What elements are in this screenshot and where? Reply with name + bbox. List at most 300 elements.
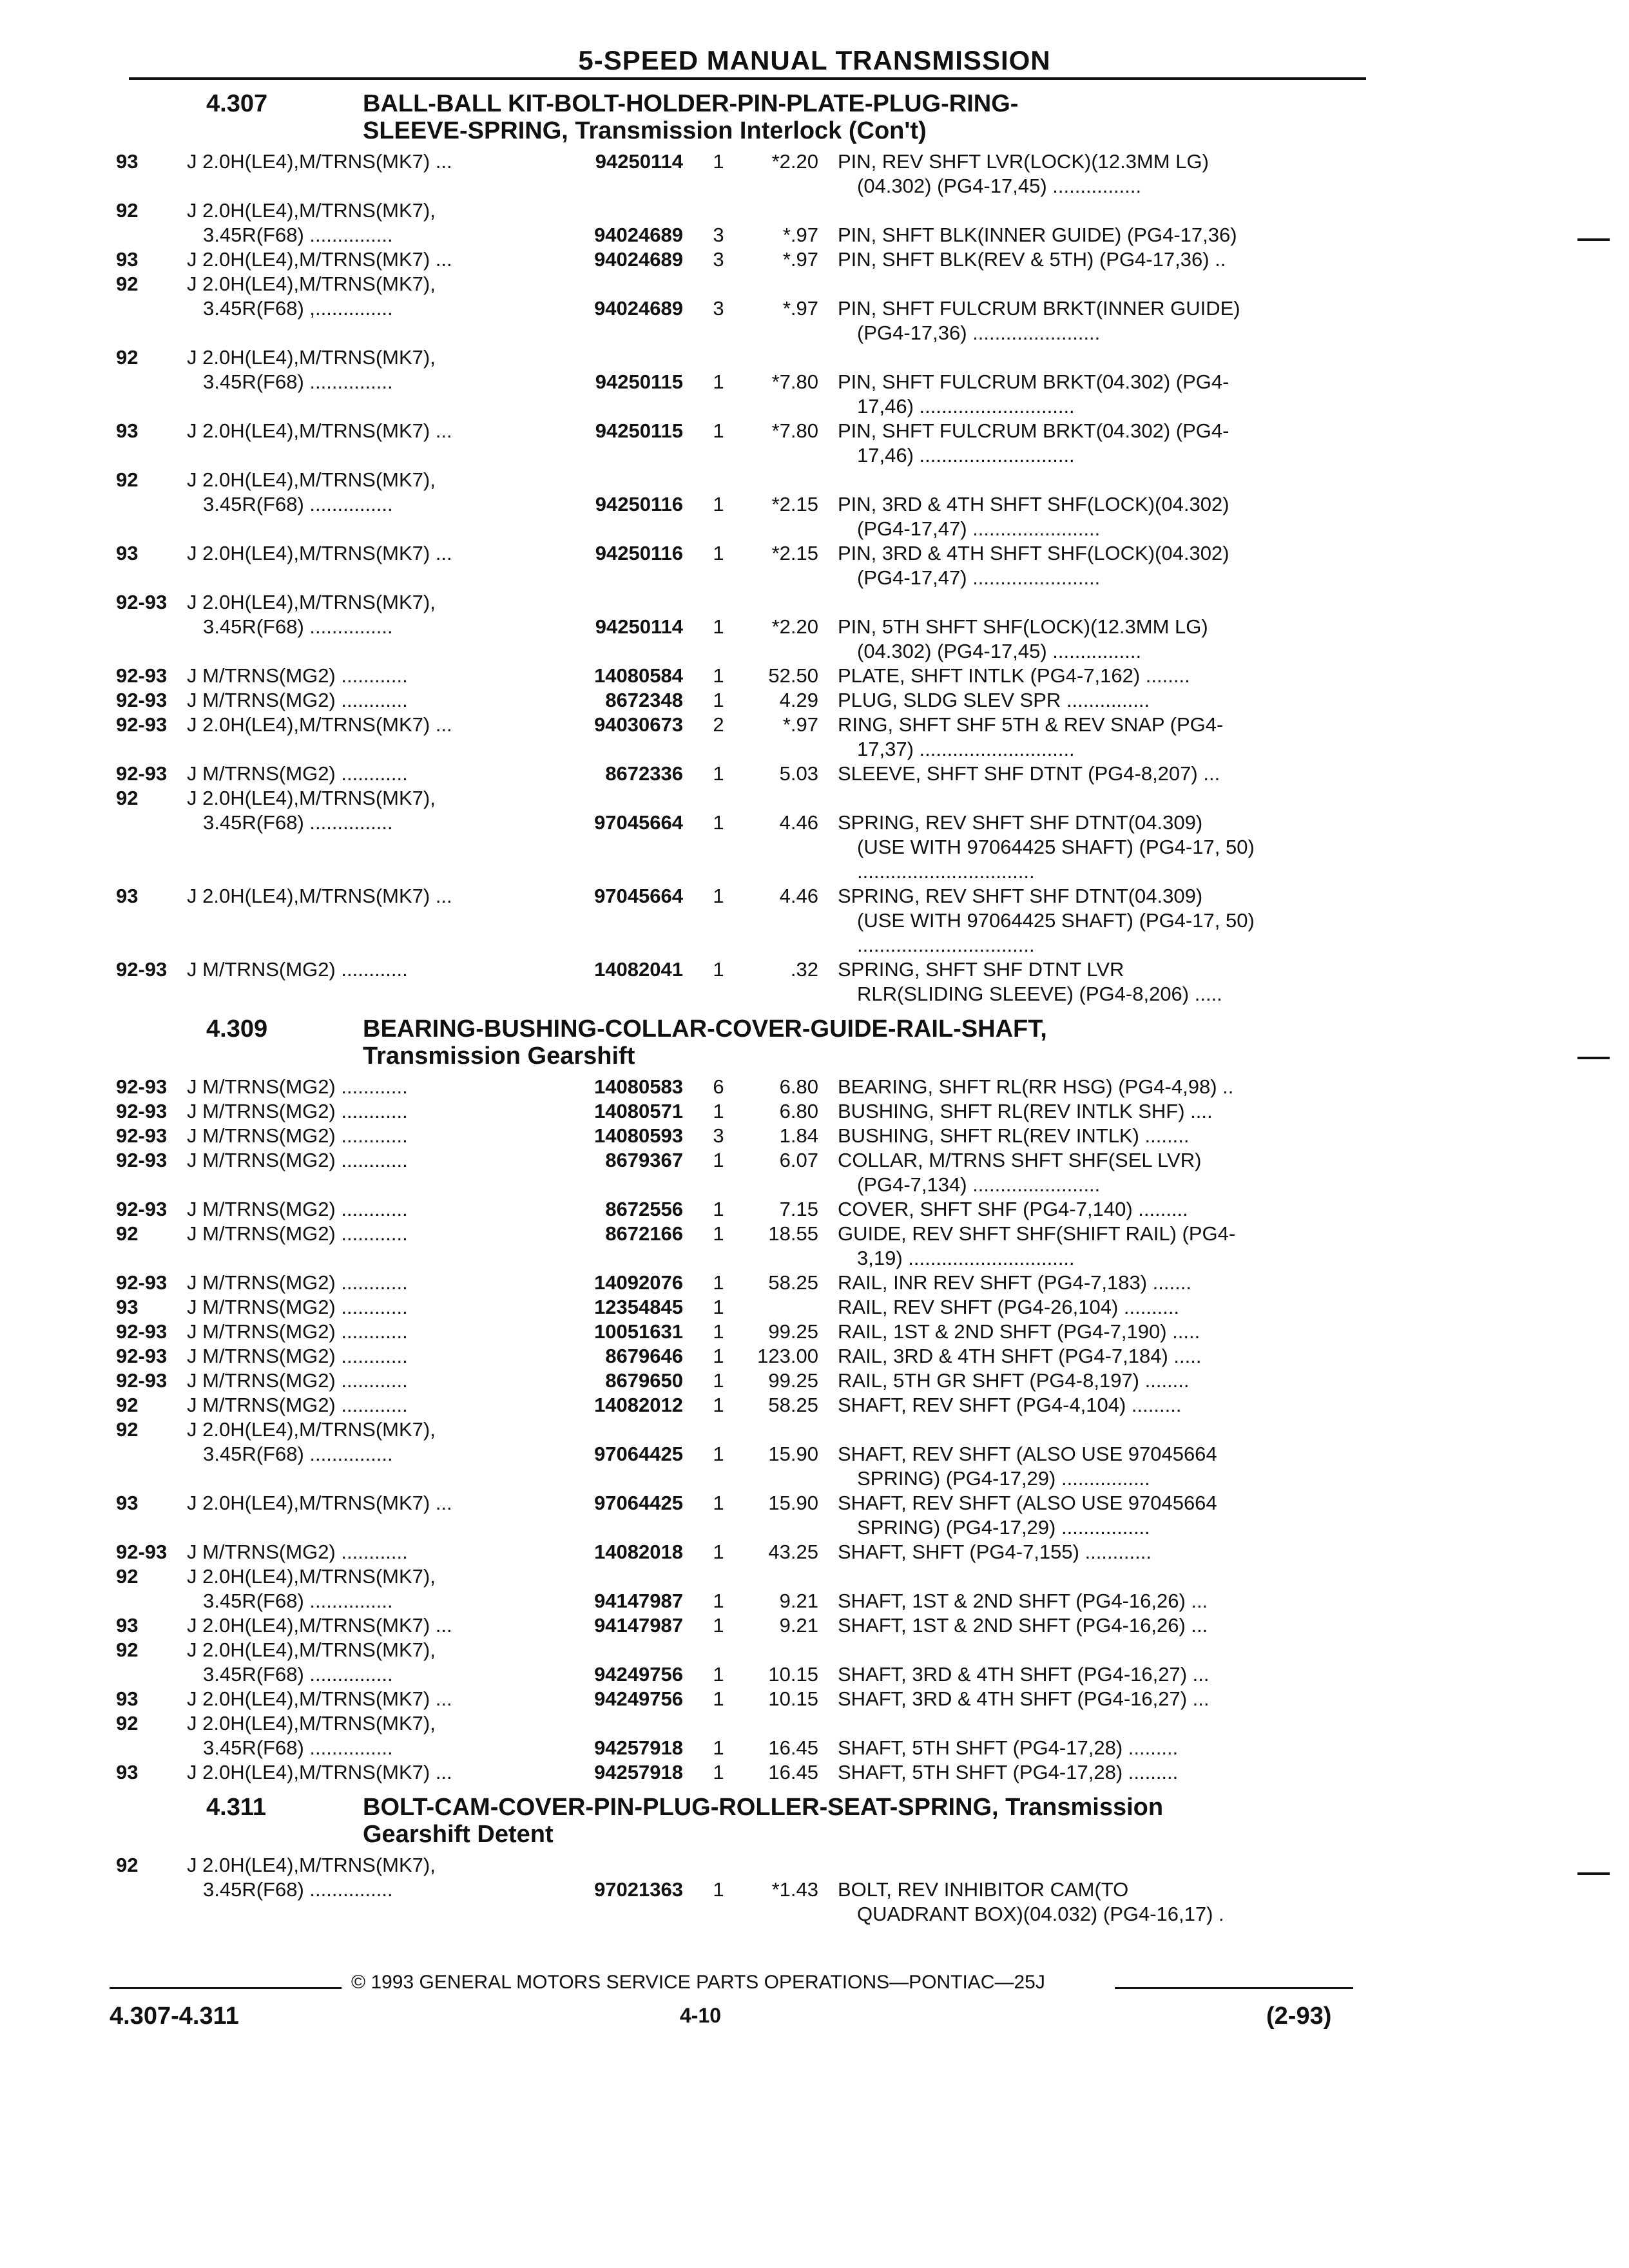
application xyxy=(187,1369,525,1393)
application-line: J 2.0H(LE4),M/TRNS(MK7), xyxy=(187,787,436,809)
description-line: (USE WITH 97064425 SHAFT) (PG4-17, 50) ................................ xyxy=(857,836,1255,883)
description-line: SHAFT, SHFT (PG4-7,155) ............ xyxy=(838,1541,1152,1563)
application xyxy=(187,1099,525,1124)
application-line: J 2.0H(LE4),M/TRNS(MK7), xyxy=(187,1712,436,1735)
application xyxy=(187,688,525,713)
parts-row xyxy=(116,1197,1373,1222)
description xyxy=(838,884,1334,957)
description-line: RAIL, INR REV SHFT (PG4-7,183) ....... xyxy=(838,1271,1191,1294)
application-line: J 2.0H(LE4),M/TRNS(MK7), xyxy=(187,346,436,369)
price: 6.80 xyxy=(779,1100,818,1122)
description-line: RING, SHFT SHF 5TH & REV SNAP (PG4- xyxy=(838,713,1224,736)
section-title-line: BEARING-BUSHING-COLLAR-COVER-GUIDE-RAIL-SHAFT, xyxy=(363,1015,1047,1043)
application-line: J 2.0H(LE4),M/TRNS(MK7) ... xyxy=(187,1761,452,1783)
model-year: 92 xyxy=(116,787,139,809)
quantity: 1 xyxy=(713,542,724,564)
description xyxy=(838,1540,1334,1564)
parts-row xyxy=(116,1393,1373,1418)
price: *.97 xyxy=(782,713,818,736)
parts-row xyxy=(116,957,1373,1006)
application xyxy=(187,713,525,737)
description xyxy=(838,1099,1334,1124)
application xyxy=(187,786,525,835)
application-line: J M/TRNS(MG2) ............ xyxy=(187,762,408,785)
price: 99.25 xyxy=(768,1320,818,1343)
price: *2.20 xyxy=(771,615,818,638)
application xyxy=(187,1075,525,1099)
description-line: RAIL, 3RD & 4TH SHFT (PG4-7,184) ..... xyxy=(838,1345,1202,1367)
quantity: 1 xyxy=(713,811,724,834)
model-year: 92-93 xyxy=(116,591,168,613)
description-line: (PG4-7,134) ....................... xyxy=(857,1173,1101,1196)
section-title xyxy=(363,1794,1163,1848)
model-year: 92-93 xyxy=(116,664,168,687)
application-line: J 2.0H(LE4),M/TRNS(MK7) ... xyxy=(187,713,452,736)
description xyxy=(838,223,1334,247)
price: *2.15 xyxy=(771,542,818,564)
part-number: 94024689 xyxy=(594,297,683,320)
model-year: 92 xyxy=(116,1222,139,1245)
description xyxy=(838,688,1334,713)
description-line: RAIL, 1ST & 2ND SHFT (PG4-7,190) ..... xyxy=(838,1320,1200,1343)
price: 10.15 xyxy=(768,1687,818,1710)
application-line: J 2.0H(LE4),M/TRNS(MK7), xyxy=(187,1639,436,1661)
parts-row xyxy=(116,688,1373,713)
price: 5.03 xyxy=(779,762,818,785)
description-line: PIN, 3RD & 4TH SHFT SHF(LOCK)(04.302) xyxy=(838,493,1229,515)
catalog-section xyxy=(116,1015,1373,1785)
price: *1.43 xyxy=(771,1878,818,1901)
application xyxy=(187,1295,525,1320)
application-line: J 2.0H(LE4),M/TRNS(MK7), xyxy=(187,1418,436,1441)
quantity: 1 xyxy=(713,1198,724,1220)
parts-row xyxy=(116,419,1373,468)
section-number: 4.307 xyxy=(206,90,268,117)
quantity: 1 xyxy=(713,1149,724,1171)
model-year: 92-93 xyxy=(116,762,168,785)
model-year: 92 xyxy=(116,1418,139,1441)
part-number: 8672348 xyxy=(605,689,683,711)
application-line: 3.45R(F68) ............... xyxy=(203,1443,393,1465)
application-line: J 2.0H(LE4),M/TRNS(MK7) ... xyxy=(187,419,452,442)
model-year: 92-93 xyxy=(116,1369,168,1392)
quantity: 1 xyxy=(713,664,724,687)
application xyxy=(187,884,525,908)
model-year: 92-93 xyxy=(116,1124,168,1147)
quantity: 1 xyxy=(713,370,724,393)
part-number: 14080593 xyxy=(594,1124,683,1147)
description-line: BEARING, SHFT RL(RR HSG) (PG4-4,98) .. xyxy=(838,1075,1234,1098)
price: 7.15 xyxy=(779,1198,818,1220)
price: 4.29 xyxy=(779,689,818,711)
application xyxy=(187,1564,525,1613)
description-line: BOLT, REV INHIBITOR CAM(TO xyxy=(838,1878,1129,1901)
description-line: SHAFT, 3RD & 4TH SHFT (PG4-16,27) ... xyxy=(838,1663,1210,1686)
description-line: 3,19) .............................. xyxy=(857,1247,1075,1269)
description-line: RAIL, REV SHFT (PG4-26,104) .......... xyxy=(838,1296,1180,1318)
application-line: J 2.0H(LE4),M/TRNS(MK7), xyxy=(187,273,436,295)
description xyxy=(838,492,1334,541)
application-line: J M/TRNS(MG2) ............ xyxy=(187,1075,408,1098)
parts-row xyxy=(116,1418,1373,1491)
application xyxy=(187,198,525,247)
price: 4.46 xyxy=(779,885,818,907)
model-year: 93 xyxy=(116,150,139,173)
model-year: 92 xyxy=(116,273,139,295)
parts-row xyxy=(116,1687,1373,1711)
price: 15.90 xyxy=(768,1492,818,1514)
quantity: 1 xyxy=(713,1878,724,1901)
description xyxy=(838,1369,1334,1393)
description-line: SHAFT, 5TH SHFT (PG4-17,28) ......... xyxy=(838,1761,1179,1783)
application xyxy=(187,272,525,321)
part-number: 94250115 xyxy=(595,370,683,393)
model-year: 93 xyxy=(116,1614,139,1637)
application-line: J 2.0H(LE4),M/TRNS(MK7) ... xyxy=(187,542,452,564)
application-line: J M/TRNS(MG2) ............ xyxy=(187,1222,408,1245)
application-line: J M/TRNS(MG2) ............ xyxy=(187,1296,408,1318)
price: *.97 xyxy=(782,248,818,271)
price: 43.25 xyxy=(768,1541,818,1563)
quantity: 1 xyxy=(713,150,724,173)
description-line: SPRING, SHFT SHF DTNT LVR xyxy=(838,958,1124,981)
part-number: 8679650 xyxy=(605,1369,683,1392)
description-line: 17,37) ............................ xyxy=(857,738,1075,760)
price: 16.45 xyxy=(768,1761,818,1783)
model-year: 93 xyxy=(116,885,139,907)
model-year: 93 xyxy=(116,1296,139,1318)
application-line: J 2.0H(LE4),M/TRNS(MK7) ... xyxy=(187,885,452,907)
application-line: J M/TRNS(MG2) ............ xyxy=(187,1541,408,1563)
parts-row xyxy=(116,1271,1373,1295)
price: *2.15 xyxy=(771,493,818,515)
part-number: 94250114 xyxy=(595,150,683,173)
quantity: 1 xyxy=(713,493,724,515)
quantity: 1 xyxy=(713,1614,724,1637)
part-number: 14082012 xyxy=(594,1394,683,1416)
parts-row xyxy=(116,1711,1373,1760)
model-year: 92-93 xyxy=(116,1271,168,1294)
description-line: PIN, 5TH SHFT SHF(LOCK)(12.3MM LG) xyxy=(838,615,1208,638)
application-line: J 2.0H(LE4),M/TRNS(MK7) ... xyxy=(187,150,452,173)
part-number: 97064425 xyxy=(594,1492,683,1514)
application xyxy=(187,1418,525,1466)
quantity: 1 xyxy=(713,1761,724,1783)
part-number: 14080571 xyxy=(594,1100,683,1122)
description xyxy=(838,1344,1334,1369)
part-number: 8679646 xyxy=(605,1345,683,1367)
section-title xyxy=(363,1015,1047,1070)
parts-row xyxy=(116,1638,1373,1687)
catalog-section xyxy=(116,90,1373,1006)
model-year: 93 xyxy=(116,1761,139,1783)
description-line: SPRING) (PG4-17,29) ................ xyxy=(857,1467,1150,1490)
model-year: 92 xyxy=(116,1565,139,1588)
parts-row xyxy=(116,664,1373,688)
application-line: 3.45R(F68) ............... xyxy=(203,1590,393,1612)
parts-row xyxy=(116,884,1373,957)
catalog-body xyxy=(116,90,1373,1927)
description-line: SHAFT, 3RD & 4TH SHFT (PG4-16,27) ... xyxy=(838,1687,1210,1710)
parts-row xyxy=(116,762,1373,786)
description-line: BUSHING, SHFT RL(REV INTLK SHF) .... xyxy=(838,1100,1213,1122)
parts-row xyxy=(116,1613,1373,1638)
model-year: 92 xyxy=(116,1394,139,1416)
model-year: 93 xyxy=(116,248,139,271)
part-number: 14082041 xyxy=(594,958,683,981)
description-line: SHAFT, 1ST & 2ND SHFT (PG4-16,26) ... xyxy=(838,1590,1208,1612)
application-line: J 2.0H(LE4),M/TRNS(MK7), xyxy=(187,199,436,222)
section-heading xyxy=(116,1794,1373,1848)
part-number: 94257918 xyxy=(594,1736,683,1759)
description xyxy=(838,419,1334,468)
description xyxy=(838,1736,1334,1760)
description-line: GUIDE, REV SHFT SHF(SHIFT RAIL) (PG4- xyxy=(838,1222,1236,1245)
model-year: 92-93 xyxy=(116,713,168,736)
application-line: J M/TRNS(MG2) ............ xyxy=(187,1198,408,1220)
quantity: 1 xyxy=(713,419,724,442)
parts-row xyxy=(116,1344,1373,1369)
quantity: 1 xyxy=(713,1736,724,1759)
quantity: 3 xyxy=(713,248,724,271)
description xyxy=(838,1197,1334,1222)
application-line: J M/TRNS(MG2) ............ xyxy=(187,958,408,981)
description xyxy=(838,811,1334,884)
section-heading xyxy=(116,1015,1373,1070)
application-line: 3.45R(F68) ............... xyxy=(203,370,393,393)
application-line: J 2.0H(LE4),M/TRNS(MK7) ... xyxy=(187,1614,452,1637)
part-number: 94030673 xyxy=(594,713,683,736)
description xyxy=(838,664,1334,688)
section-title-line: Transmission Gearshift xyxy=(363,1043,635,1070)
description xyxy=(838,1878,1334,1927)
parts-row xyxy=(116,1295,1373,1320)
application xyxy=(187,1687,525,1711)
part-number: 94024689 xyxy=(594,224,683,246)
model-year: 92 xyxy=(116,1639,139,1661)
description-line: SPRING) (PG4-17,29) ................ xyxy=(857,1516,1150,1539)
application-line: J M/TRNS(MG2) ............ xyxy=(187,1124,408,1147)
application xyxy=(187,1320,525,1344)
description xyxy=(838,1075,1334,1099)
description xyxy=(838,541,1334,590)
description xyxy=(838,1222,1334,1271)
description xyxy=(838,1124,1334,1148)
parts-row xyxy=(116,1491,1373,1540)
quantity: 1 xyxy=(713,689,724,711)
part-number: 94249756 xyxy=(594,1663,683,1686)
quantity: 1 xyxy=(713,1296,724,1318)
parts-row xyxy=(116,198,1373,247)
part-number: 97021363 xyxy=(594,1878,683,1901)
description xyxy=(838,1393,1334,1418)
application xyxy=(187,1540,525,1564)
footer-rule-left xyxy=(110,1987,342,1989)
application xyxy=(187,1222,525,1246)
quantity: 1 xyxy=(713,615,724,638)
description-line: SPRING, REV SHFT SHF DTNT(04.309) xyxy=(838,811,1203,834)
part-number: 94024689 xyxy=(594,248,683,271)
section-title xyxy=(363,90,1018,144)
footer-section-range: 4.307-4.311 xyxy=(110,2003,239,2030)
model-year: 92-93 xyxy=(116,1320,168,1343)
quantity: 1 xyxy=(713,762,724,785)
description-line: SHAFT, 1ST & 2ND SHFT (PG4-16,26) ... xyxy=(838,1614,1208,1637)
quantity: 1 xyxy=(713,1271,724,1294)
margin-change-mark xyxy=(1577,238,1610,241)
price: 6.80 xyxy=(779,1075,818,1098)
parts-row xyxy=(116,1099,1373,1124)
part-number: 97045664 xyxy=(594,885,683,907)
parts-row xyxy=(116,1222,1373,1271)
application-line: J 2.0H(LE4),M/TRNS(MK7), xyxy=(187,468,436,491)
parts-row xyxy=(116,1564,1373,1613)
price: 123.00 xyxy=(757,1345,818,1367)
parts-row xyxy=(116,468,1373,541)
price: *7.80 xyxy=(771,370,818,393)
price: 58.25 xyxy=(768,1394,818,1416)
application xyxy=(187,590,525,639)
model-year: 92-93 xyxy=(116,1541,168,1563)
model-year: 92-93 xyxy=(116,1075,168,1098)
application-line: J 2.0H(LE4),M/TRNS(MK7) ... xyxy=(187,1687,452,1710)
quantity: 1 xyxy=(713,1320,724,1343)
model-year: 92-93 xyxy=(116,1345,168,1367)
quantity: 1 xyxy=(713,1222,724,1245)
application-line: J 2.0H(LE4),M/TRNS(MK7), xyxy=(187,1565,436,1588)
description xyxy=(838,762,1334,786)
part-number: 10051631 xyxy=(594,1320,683,1343)
application xyxy=(187,149,525,174)
application xyxy=(187,419,525,443)
application xyxy=(187,1638,525,1687)
application-line: J 2.0H(LE4),M/TRNS(MK7) ... xyxy=(187,248,452,271)
application xyxy=(187,541,525,566)
section-heading xyxy=(116,90,1373,144)
quantity: 3 xyxy=(713,297,724,320)
part-number: 94250115 xyxy=(595,419,683,442)
application xyxy=(187,1613,525,1638)
application xyxy=(187,468,525,517)
price: .32 xyxy=(790,958,818,981)
model-year: 92-93 xyxy=(116,958,168,981)
model-year: 92 xyxy=(116,468,139,491)
margin-change-mark xyxy=(1577,1872,1610,1875)
footer-rule-right xyxy=(1115,1987,1353,1989)
quantity: 1 xyxy=(713,1443,724,1465)
application xyxy=(187,957,525,982)
part-number: 94147987 xyxy=(594,1614,683,1637)
application xyxy=(187,345,525,394)
description xyxy=(838,1442,1334,1491)
price: 15.90 xyxy=(768,1443,818,1465)
description-line: COVER, SHFT SHF (PG4-7,140) ......... xyxy=(838,1198,1188,1220)
section-title-line: Gearshift Detent xyxy=(363,1821,554,1848)
part-number: 8672556 xyxy=(605,1198,683,1220)
application-line: J M/TRNS(MG2) ............ xyxy=(187,1345,408,1367)
application-line: 3.45R(F68) ............... xyxy=(203,224,393,246)
parts-row xyxy=(116,713,1373,762)
parts-row xyxy=(116,1320,1373,1344)
parts-row xyxy=(116,1760,1373,1785)
description-line: PLATE, SHFT INTLK (PG4-7,162) ........ xyxy=(838,664,1190,687)
part-number: 94250116 xyxy=(595,493,683,515)
description-line: SHAFT, REV SHFT (ALSO USE 97045664 xyxy=(838,1443,1217,1465)
part-number: 8679367 xyxy=(605,1149,683,1171)
price: 16.45 xyxy=(768,1736,818,1759)
margin-change-mark xyxy=(1577,1057,1610,1059)
section-number: 4.311 xyxy=(206,1794,266,1821)
parts-row xyxy=(116,247,1373,272)
model-year: 93 xyxy=(116,1492,139,1514)
application xyxy=(187,1124,525,1148)
application xyxy=(187,1393,525,1418)
section-title-line: BOLT-CAM-COVER-PIN-PLUG-ROLLER-SEAT-SPRING, Transmission xyxy=(363,1794,1164,1821)
description xyxy=(838,370,1334,419)
description-line: PIN, SHFT BLK(REV & 5TH) (PG4-17,36) .. xyxy=(838,248,1226,271)
description xyxy=(838,1491,1334,1540)
section-title-line: SLEEVE-SPRING, Transmission Interlock (Con't) xyxy=(363,117,927,144)
application xyxy=(187,1197,525,1222)
description-line: 17,46) ............................ xyxy=(857,444,1075,466)
parts-row xyxy=(116,786,1373,884)
page-title: 5-SPEED MANUAL TRANSMISSION xyxy=(578,45,1051,75)
description xyxy=(838,957,1334,1006)
parts-row xyxy=(116,1853,1373,1927)
section-title-line: BALL-BALL KIT-BOLT-HOLDER-PIN-PLATE-PLUG-RING- xyxy=(363,90,1019,117)
application-line: J 2.0H(LE4),M/TRNS(MK7), xyxy=(187,1854,436,1876)
description-line: (USE WITH 97064425 SHAFT) (PG4-17, 50) ................................ xyxy=(857,909,1255,956)
application xyxy=(187,1711,525,1760)
description-line: SHAFT, REV SHFT (ALSO USE 97045664 xyxy=(838,1492,1217,1514)
description-line: (PG4-17,36) ....................... xyxy=(857,322,1101,344)
description xyxy=(838,1760,1334,1785)
model-year: 92-93 xyxy=(116,1198,168,1220)
quantity: 1 xyxy=(713,1492,724,1514)
parts-row xyxy=(116,1369,1373,1393)
description xyxy=(838,296,1334,345)
price: *2.20 xyxy=(771,150,818,173)
description-line: SHAFT, 5TH SHFT (PG4-17,28) ......... xyxy=(838,1736,1179,1759)
quantity: 1 xyxy=(713,1687,724,1710)
model-year: 92 xyxy=(116,346,139,369)
description xyxy=(838,1662,1334,1687)
description-line: SPRING, REV SHFT SHF DTNT(04.309) xyxy=(838,885,1203,907)
description-line: SHAFT, REV SHFT (PG4-4,104) ......... xyxy=(838,1394,1182,1416)
application-line: 3.45R(F68) ............... xyxy=(203,1878,393,1901)
quantity: 1 xyxy=(713,1100,724,1122)
quantity: 1 xyxy=(713,1590,724,1612)
application-line: 3.45R(F68) ............... xyxy=(203,615,393,638)
description-line: (04.302) (PG4-17,45) ................ xyxy=(857,640,1142,662)
part-number: 14080584 xyxy=(594,664,683,687)
application-line: J M/TRNS(MG2) ............ xyxy=(187,1369,408,1392)
application xyxy=(187,1853,525,1902)
quantity: 6 xyxy=(713,1075,724,1098)
model-year: 92-93 xyxy=(116,1100,168,1122)
description-line: RLR(SLIDING SLEEVE) (PG4-8,206) ..... xyxy=(857,983,1222,1005)
parts-row xyxy=(116,1124,1373,1148)
quantity: 1 xyxy=(713,1663,724,1686)
application-line: J M/TRNS(MG2) ............ xyxy=(187,689,408,711)
quantity: 3 xyxy=(713,1124,724,1147)
application-line: J 2.0H(LE4),M/TRNS(MK7) ... xyxy=(187,1492,452,1514)
application-line: J M/TRNS(MG2) ............ xyxy=(187,1271,408,1294)
description-line: PIN, SHFT FULCRUM BRKT(INNER GUIDE) xyxy=(838,297,1240,320)
description xyxy=(838,149,1334,198)
price: *.97 xyxy=(782,224,818,246)
price: 99.25 xyxy=(768,1369,818,1392)
